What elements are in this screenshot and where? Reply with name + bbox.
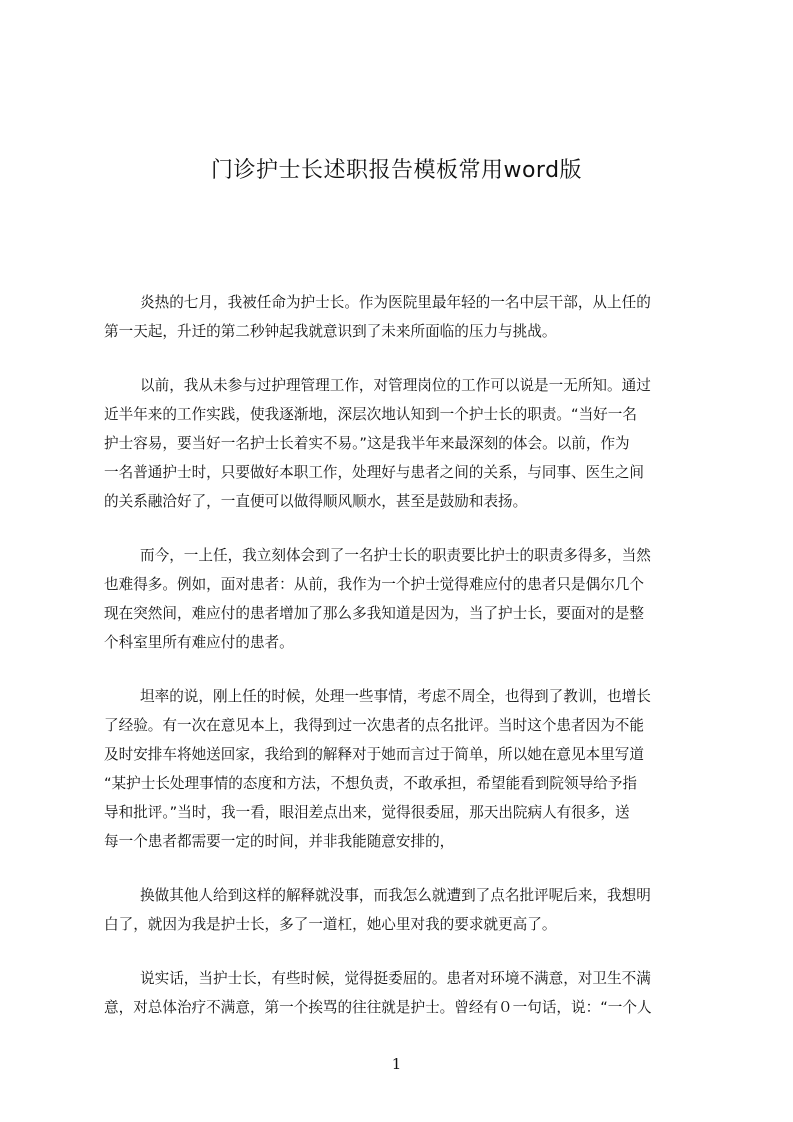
paragraph-line: 每一个患者都需要一定的时间，并非我能随意安排的， bbox=[104, 833, 455, 850]
paragraph-line: “某护士长处理事情的态度和方法，不想负责，不敢承担，希望能看到院领导给予指 bbox=[104, 775, 637, 792]
paragraph bbox=[104, 371, 700, 516]
paragraph-line: 白了，就因为我是护士长，多了一道杠，她心里对我的要求就更高了。 bbox=[104, 916, 557, 933]
paragraph-line: 意，对总体治疗不满意，第一个挨骂的往往就是护士。曾经有０一句话，说：“一个人 bbox=[104, 999, 652, 1016]
document-body bbox=[104, 288, 700, 1047]
paragraph bbox=[104, 541, 700, 657]
paragraph bbox=[104, 288, 700, 346]
paragraph-line: 个科室里所有难应付的患者。 bbox=[104, 634, 294, 651]
paragraph-line: 坦率的说，刚上任的时候，处理一些事情，考虑不周全，也得到了教训，也增长 bbox=[140, 688, 651, 705]
paragraph-line: 以前，我从未参与过护理管理工作，对管理岗位的工作可以说是一无所知。通过 bbox=[140, 377, 651, 394]
paragraph-line: 导和批评。”当时，我一看，眼泪差点出来，觉得很委屈，那天出院病人有很多，送 bbox=[104, 804, 630, 821]
paragraph-line: 护士容易，要当好一名护士长着实不易。”这是我半年来最深刻的体会。以前，作为 bbox=[104, 435, 630, 452]
paragraph-line: 的关系融洽好了，一直便可以做得顺风顺水，甚至是鼓励和表扬。 bbox=[104, 493, 528, 510]
paragraph-line: 换做其他人给到这样的解释就没事，而我怎么就遭到了点名批评呢后来，我想明 bbox=[140, 887, 651, 904]
paragraph bbox=[104, 881, 700, 939]
paragraph bbox=[104, 682, 700, 856]
paragraph-line: 也难得多。例如，面对患者：从前，我作为一个护士觉得难应付的患者只是偶尔几个 bbox=[104, 576, 644, 593]
document-title: 门诊护士长述职报告模板常用word版 bbox=[210, 157, 583, 183]
paragraph-line: 近半年来的工作实践，使我逐渐地，深层次地认知到一个护士长的职责。“当好一名 bbox=[104, 406, 637, 423]
paragraph-line: 及时安排车将她送回家，我给到的解释对于她而言过于简单，所以她在意见本里写道 bbox=[104, 746, 644, 763]
paragraph-line: 说实话，当护士长，有些时候，觉得挺委屈的。患者对环境不满意，对卫生不满 bbox=[140, 970, 651, 987]
paragraph-line: 了经验。有一次在意见本上，我得到过一次患者的点名批评。当时这个患者因为不能 bbox=[104, 717, 644, 734]
page-number: 1 bbox=[391, 1055, 402, 1073]
paragraph-line: 第一天起，升迁的第二秒钟起我就意识到了未来所面临的压力与挑战。 bbox=[104, 323, 557, 340]
paragraph-line: 炎热的七月，我被任命为护士长。作为医院里最年轻的一名中层干部，从上任的 bbox=[140, 294, 651, 311]
paragraph bbox=[104, 964, 700, 1022]
paragraph-line: 一名普通护士时，只要做好本职工作，处理好与患者之间的关系，与同事、医生之间 bbox=[104, 464, 644, 481]
paragraph-line: 现在突然间，难应付的患者增加了那么多我知道是因为，当了护士长，要面对的是整 bbox=[104, 605, 644, 622]
paragraph-line: 而今，一上任，我立刻体会到了一名护士长的职责要比护士的职责多得多，当然 bbox=[140, 547, 651, 564]
